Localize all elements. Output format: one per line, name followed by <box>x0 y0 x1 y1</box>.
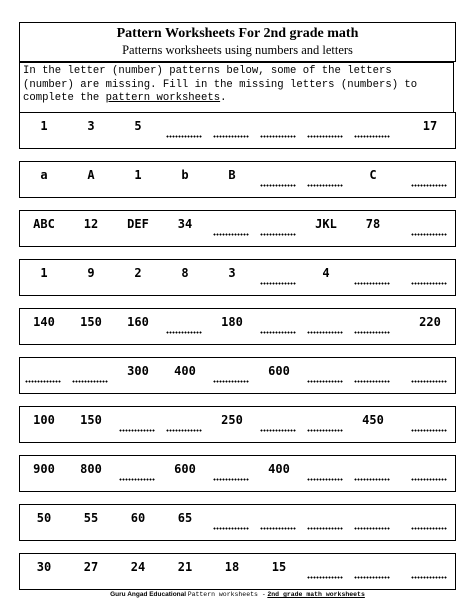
dotted-answer-line <box>166 429 202 432</box>
pattern-row <box>19 308 456 345</box>
pattern-term-value: 2 <box>134 266 142 280</box>
pattern-term <box>68 211 114 246</box>
pattern-term <box>350 407 396 442</box>
pattern-term <box>162 162 208 197</box>
answer-blank[interactable] <box>303 162 349 197</box>
answer-blank[interactable] <box>407 260 453 295</box>
pattern-term-value: 50 <box>36 511 52 525</box>
dotted-answer-line <box>307 576 343 579</box>
dotted-answer-line <box>213 527 249 530</box>
answer-blank[interactable] <box>407 162 453 197</box>
pattern-term-value: 250 <box>221 413 243 427</box>
pattern-term-value: A <box>87 168 95 182</box>
answer-blank[interactable] <box>115 456 161 491</box>
pattern-term <box>256 358 302 393</box>
pattern-term <box>115 113 161 148</box>
pattern-term <box>209 162 255 197</box>
answer-blank[interactable] <box>350 554 396 589</box>
pattern-term-value: 17 <box>422 119 438 133</box>
instructions-line-2: (number) are missing. Fill in the missing letters (numbers) to <box>23 78 418 91</box>
pattern-term-value: 55 <box>83 511 99 525</box>
pattern-term <box>21 211 67 246</box>
pattern-term <box>21 407 67 442</box>
answer-blank[interactable] <box>350 505 396 540</box>
answer-blank[interactable] <box>209 505 255 540</box>
pattern-term-value: 65 <box>177 511 193 525</box>
pattern-term <box>115 211 161 246</box>
pattern-term-value: 600 <box>268 364 290 378</box>
pattern-term <box>162 260 208 295</box>
pattern-row <box>19 112 456 149</box>
pattern-term-value: 27 <box>83 560 99 574</box>
pattern-term <box>68 260 114 295</box>
pattern-term <box>350 211 396 246</box>
instructions-line-3-prefix: complete the <box>23 92 106 104</box>
answer-blank[interactable] <box>209 358 255 393</box>
pattern-term-value: 450 <box>362 413 384 427</box>
pattern-term-value: 8 <box>181 266 189 280</box>
pattern-term-value: b <box>181 168 189 182</box>
pattern-term <box>162 505 208 540</box>
pattern-term-value: 300 <box>127 364 149 378</box>
dotted-answer-line <box>166 135 202 138</box>
dotted-answer-line <box>411 478 447 481</box>
dotted-answer-line <box>25 380 61 383</box>
dotted-answer-line <box>354 380 390 383</box>
pattern-term <box>350 162 396 197</box>
pattern-term <box>209 407 255 442</box>
pattern-term <box>209 260 255 295</box>
pattern-term <box>407 113 453 148</box>
pattern-row <box>19 210 456 247</box>
pattern-term <box>115 505 161 540</box>
pattern-term <box>68 309 114 344</box>
pattern-term <box>256 456 302 491</box>
dotted-answer-line <box>411 282 447 285</box>
dotted-answer-line <box>354 527 390 530</box>
pattern-term <box>68 407 114 442</box>
answer-blank[interactable] <box>350 358 396 393</box>
pattern-term <box>68 113 114 148</box>
dotted-answer-line <box>119 429 155 432</box>
dotted-answer-line <box>213 135 249 138</box>
dotted-answer-line <box>260 282 296 285</box>
dotted-answer-line <box>354 282 390 285</box>
dotted-answer-line <box>307 478 343 481</box>
answer-blank[interactable] <box>303 309 349 344</box>
pattern-term-value: 400 <box>174 364 196 378</box>
pattern-term <box>115 260 161 295</box>
pattern-term-value: 3 <box>228 266 236 280</box>
pattern-term-value: 400 <box>268 462 290 476</box>
pattern-term <box>68 456 114 491</box>
pattern-term-value: 21 <box>177 560 193 574</box>
pattern-term-value: 18 <box>224 560 240 574</box>
dotted-answer-line <box>354 135 390 138</box>
pattern-term <box>162 358 208 393</box>
pattern-term <box>115 554 161 589</box>
worksheet-header <box>19 22 456 62</box>
dotted-answer-line <box>260 233 296 236</box>
pattern-term-value: 1 <box>40 266 48 280</box>
answer-blank[interactable] <box>256 113 302 148</box>
answer-blank[interactable] <box>303 456 349 491</box>
pattern-term-value: a <box>40 168 48 182</box>
pattern-term <box>162 456 208 491</box>
pattern-row <box>19 161 456 198</box>
dotted-answer-line <box>307 184 343 187</box>
pattern-worksheets-link[interactable]: pattern worksheets <box>105 92 221 104</box>
footer <box>19 591 456 599</box>
pattern-term-value: 150 <box>80 413 102 427</box>
answer-blank[interactable] <box>256 407 302 442</box>
pattern-row <box>19 259 456 296</box>
dotted-answer-line <box>213 233 249 236</box>
pattern-term <box>407 309 453 344</box>
pattern-row <box>19 504 456 541</box>
dotted-answer-line <box>260 135 296 138</box>
pattern-term-value: 1 <box>134 168 142 182</box>
answer-blank[interactable] <box>68 358 114 393</box>
dotted-answer-line <box>260 429 296 432</box>
dotted-answer-line <box>354 331 390 334</box>
dotted-answer-line <box>307 135 343 138</box>
pattern-term <box>115 358 161 393</box>
pattern-term-value: 5 <box>134 119 142 133</box>
answer-blank[interactable] <box>256 162 302 197</box>
answer-blank[interactable] <box>350 456 396 491</box>
dotted-answer-line <box>213 478 249 481</box>
answer-blank[interactable] <box>407 358 453 393</box>
answer-blank[interactable] <box>407 554 453 589</box>
pattern-term <box>21 260 67 295</box>
answer-blank[interactable] <box>21 358 67 393</box>
answer-blank[interactable] <box>162 309 208 344</box>
answer-blank[interactable] <box>209 456 255 491</box>
pattern-term-value: 180 <box>221 315 243 329</box>
answer-blank[interactable] <box>209 211 255 246</box>
pattern-term-value: B <box>228 168 236 182</box>
answer-blank[interactable] <box>350 260 396 295</box>
pattern-row <box>19 553 456 590</box>
dotted-answer-line <box>411 576 447 579</box>
answer-blank[interactable] <box>256 505 302 540</box>
dotted-answer-line <box>354 576 390 579</box>
dotted-answer-line <box>119 478 155 481</box>
pattern-term-value: 4 <box>322 266 330 280</box>
pattern-term <box>68 554 114 589</box>
answer-blank[interactable] <box>303 505 349 540</box>
answer-blank[interactable] <box>209 113 255 148</box>
answer-blank[interactable] <box>407 456 453 491</box>
pattern-term <box>256 554 302 589</box>
pattern-term <box>21 162 67 197</box>
footer-brand: Guru Angad Educational <box>110 591 187 598</box>
answer-blank[interactable] <box>303 407 349 442</box>
answer-blank[interactable] <box>303 113 349 148</box>
pattern-term-value: 1 <box>40 119 48 133</box>
pattern-term-value: 160 <box>127 315 149 329</box>
answer-blank[interactable] <box>162 407 208 442</box>
dotted-answer-line <box>307 380 343 383</box>
pattern-term <box>21 456 67 491</box>
dotted-answer-line <box>354 478 390 481</box>
dotted-answer-line <box>411 429 447 432</box>
dotted-answer-line <box>260 527 296 530</box>
footer-middle: Pattern worksheets - <box>187 591 266 598</box>
dotted-answer-line <box>411 233 447 236</box>
pattern-term-value: 12 <box>83 217 99 231</box>
pattern-term <box>303 260 349 295</box>
page-subtitle: Patterns worksheets using numbers and letters <box>122 43 353 57</box>
pattern-term <box>115 162 161 197</box>
dotted-answer-line <box>307 429 343 432</box>
pattern-term-value: 140 <box>33 315 55 329</box>
answer-blank[interactable] <box>407 407 453 442</box>
page-title: Pattern Worksheets For 2nd grade math <box>116 26 359 41</box>
pattern-term-value: 800 <box>80 462 102 476</box>
pattern-term-value: 24 <box>130 560 146 574</box>
answer-blank[interactable] <box>256 309 302 344</box>
dotted-answer-line <box>411 380 447 383</box>
pattern-term <box>209 309 255 344</box>
pattern-term-value: 900 <box>33 462 55 476</box>
pattern-row <box>19 455 456 492</box>
pattern-term-value: ABC <box>33 217 55 231</box>
pattern-term <box>115 309 161 344</box>
pattern-term-value: 3 <box>87 119 95 133</box>
instructions-line-3-suffix: . <box>220 92 227 104</box>
answer-blank[interactable] <box>162 113 208 148</box>
pattern-term-value: 150 <box>80 315 102 329</box>
pattern-term <box>162 554 208 589</box>
pattern-row <box>19 406 456 443</box>
pattern-term-value: DEF <box>127 217 149 231</box>
pattern-term <box>162 211 208 246</box>
pattern-term-value: JKL <box>315 217 337 231</box>
answer-blank[interactable] <box>256 260 302 295</box>
pattern-term-value: 30 <box>36 560 52 574</box>
pattern-term-value: 34 <box>177 217 193 231</box>
dotted-answer-line <box>411 184 447 187</box>
answer-blank[interactable] <box>115 407 161 442</box>
answer-blank[interactable] <box>303 358 349 393</box>
dotted-answer-line <box>213 380 249 383</box>
dotted-answer-line <box>411 527 447 530</box>
pattern-term-value: C <box>369 168 377 182</box>
pattern-term-value: 15 <box>271 560 287 574</box>
answer-blank[interactable] <box>407 211 453 246</box>
pattern-term <box>21 309 67 344</box>
pattern-term <box>303 211 349 246</box>
pattern-term <box>209 554 255 589</box>
pattern-term-value: 100 <box>33 413 55 427</box>
pattern-term <box>68 505 114 540</box>
pattern-row <box>19 357 456 394</box>
dotted-answer-line <box>307 331 343 334</box>
answer-blank[interactable] <box>303 554 349 589</box>
footer-link[interactable]: 2nd grade math worksheets <box>267 591 365 598</box>
dotted-answer-line <box>307 527 343 530</box>
pattern-term <box>21 113 67 148</box>
answer-blank[interactable] <box>407 505 453 540</box>
instructions-line-1: In the letter (number) patterns below, some of the letters <box>23 65 392 77</box>
pattern-term-value: 60 <box>130 511 146 525</box>
answer-blank[interactable] <box>256 211 302 246</box>
dotted-answer-line <box>260 184 296 187</box>
pattern-term-value: 9 <box>87 266 95 280</box>
pattern-term-value: 600 <box>174 462 196 476</box>
pattern-term-value: 78 <box>365 217 381 231</box>
pattern-term <box>21 554 67 589</box>
dotted-answer-line <box>166 331 202 334</box>
instructions-line-3 <box>23 92 450 106</box>
pattern-term <box>68 162 114 197</box>
answer-blank[interactable] <box>350 309 396 344</box>
pattern-term-value: 220 <box>419 315 441 329</box>
dotted-answer-line <box>260 331 296 334</box>
dotted-answer-line <box>72 380 108 383</box>
answer-blank[interactable] <box>350 113 396 148</box>
pattern-term <box>21 505 67 540</box>
